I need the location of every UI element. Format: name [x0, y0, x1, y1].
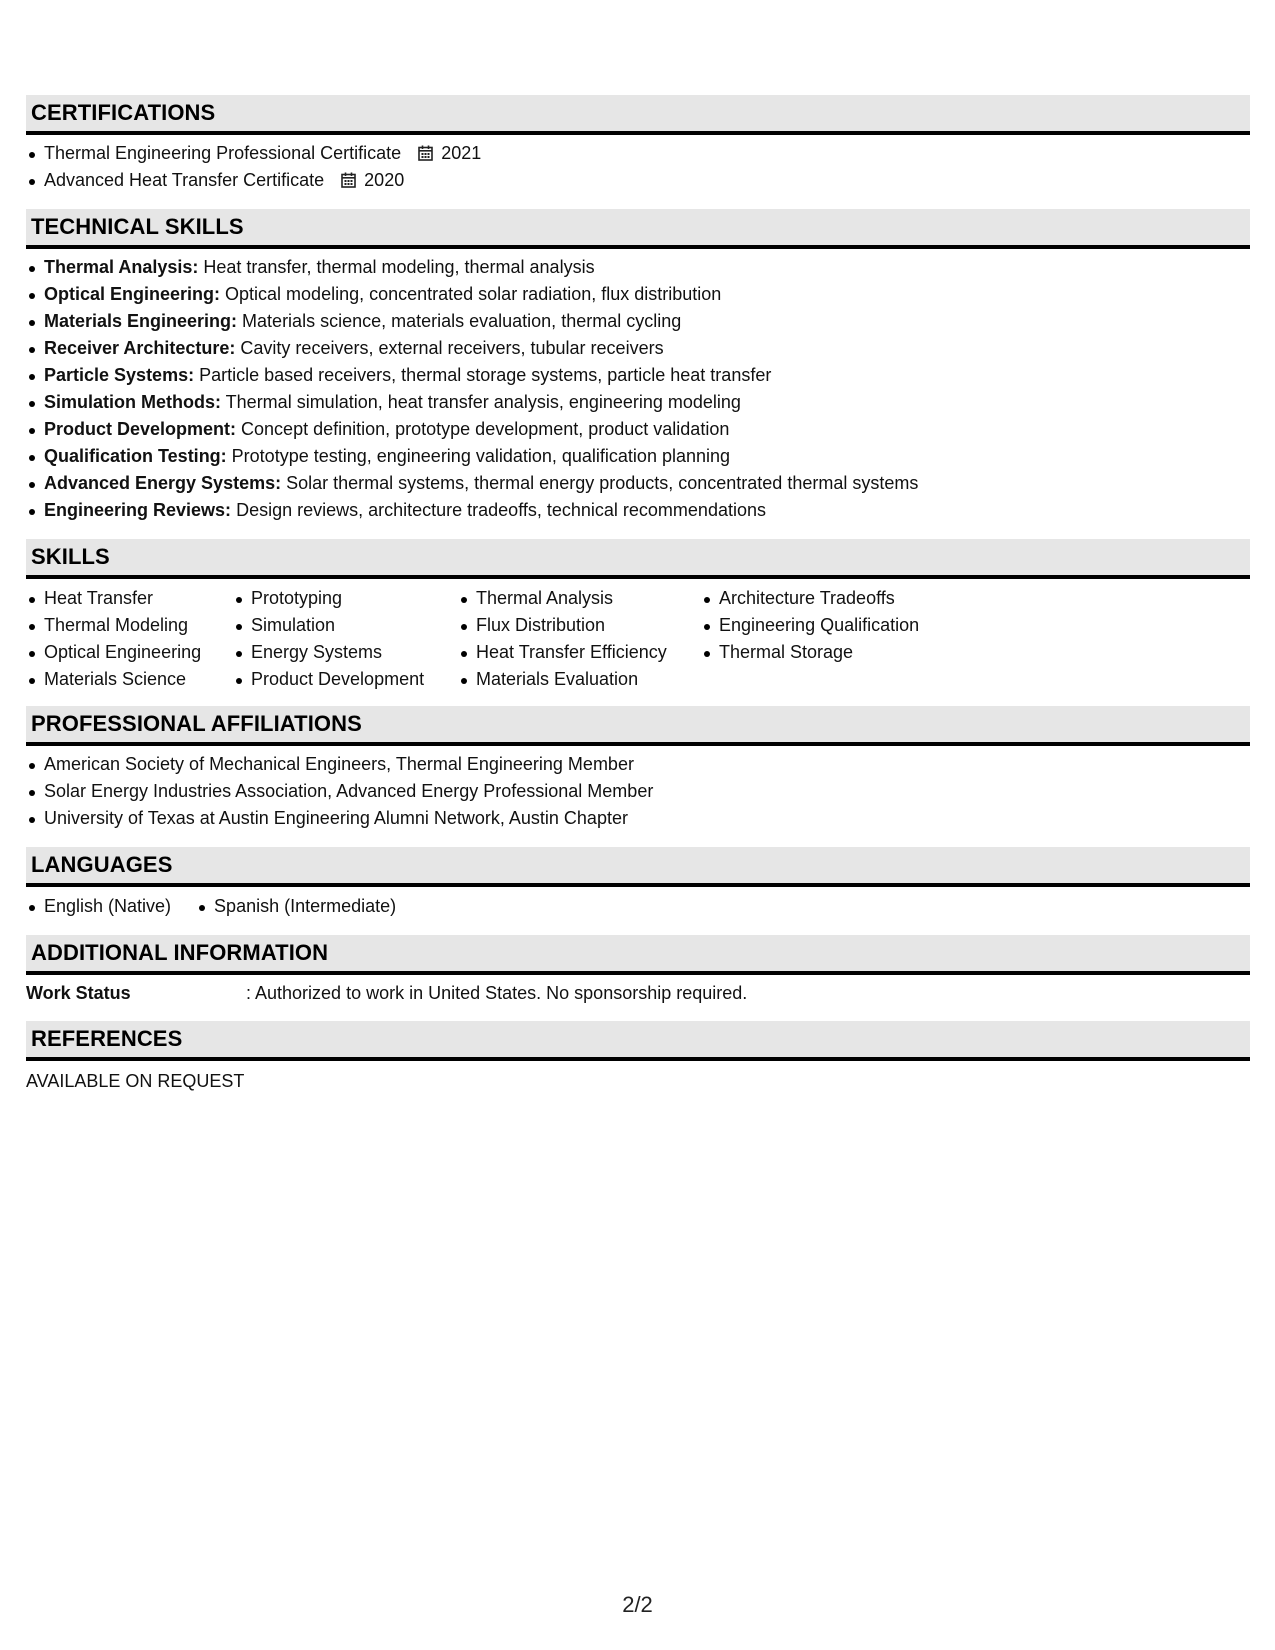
skill-category: Particle Systems: [44, 365, 195, 385]
list-item: Prototyping [233, 585, 458, 612]
skill-details: Thermal simulation, heat transfer analysis, engineering modeling [221, 392, 741, 412]
skill-details: Design reviews, architecture tradeoffs, technical recommendations [231, 500, 766, 520]
list-item: Heat Transfer [26, 585, 233, 612]
list-item: Solar Energy Industries Association, Advanced Energy Professional Member [26, 778, 1250, 805]
list-item [26, 443, 1250, 470]
list-item: Thermal Modeling [26, 612, 233, 639]
work-status-label: Work Status [26, 983, 131, 1003]
list-item [26, 362, 1250, 389]
list-item: Materials Evaluation [458, 666, 701, 693]
calendar-icon [418, 145, 433, 161]
list-item [26, 416, 1250, 443]
certifications-header [26, 95, 1250, 135]
skill-category: Engineering Reviews: [44, 500, 232, 520]
skill-category: Simulation Methods: [44, 392, 221, 412]
skill-details: Concept definition, prototype development, product validation [236, 419, 730, 439]
skill-details: Cavity receivers, external receivers, tubular receivers [235, 338, 664, 358]
skill-category: Materials Engineering: [44, 311, 238, 331]
section-title: ADDITIONAL INFORMATION [31, 940, 329, 965]
section-title: LANGUAGES [31, 852, 173, 877]
skills-columns [26, 579, 1250, 706]
references-text: AVAILABLE ON REQUEST [26, 1071, 245, 1091]
list-item: Flux Distribution [458, 612, 701, 639]
skill-category: Product Development: [44, 419, 237, 439]
list-item: Thermal Storage [701, 639, 961, 666]
list-item: Thermal Analysis [458, 585, 701, 612]
section-title: CERTIFICATIONS [31, 100, 216, 125]
list-item: English (Native) [26, 893, 171, 920]
references-header [26, 1021, 1250, 1061]
skills-section [26, 539, 1250, 706]
certification-name: Thermal Engineering Professional Certificate [44, 143, 402, 163]
list-item [26, 335, 1250, 362]
section-title: REFERENCES [31, 1026, 183, 1051]
list-item [26, 497, 1250, 524]
languages-list [26, 893, 421, 920]
work-status-row [26, 975, 1250, 1021]
skills-column [233, 585, 458, 693]
certification-year: 2021 [441, 143, 482, 163]
skills-column [26, 585, 233, 693]
list-item: Energy Systems [233, 639, 458, 666]
list-item: Engineering Qualification [701, 612, 961, 639]
affiliations-list [26, 751, 1250, 832]
skill-details: Solar thermal systems, thermal energy products, concentrated thermal systems [281, 473, 919, 493]
list-item [26, 308, 1250, 335]
section-title: SKILLS [31, 544, 110, 569]
additional-info-section [26, 935, 1250, 1021]
skill-category: Qualification Testing: [44, 446, 227, 466]
certification-name: Advanced Heat Transfer Certificate [44, 170, 325, 190]
affiliations-section [26, 706, 1250, 847]
list-item: Spanish (Intermediate) [196, 893, 396, 920]
skills-column [458, 585, 701, 693]
list-item: Materials Science [26, 666, 233, 693]
additional-info-header [26, 935, 1250, 975]
section-title: PROFESSIONAL AFFILIATIONS [31, 711, 362, 736]
list-item [26, 470, 1250, 497]
list-item: Heat Transfer Efficiency [458, 639, 701, 666]
list-item: Simulation [233, 612, 458, 639]
skill-details: Particle based receivers, thermal storage systems, particle heat transfer [194, 365, 772, 385]
resume-page [26, 95, 1250, 1095]
list-item: American Society of Mechanical Engineers, Thermal Engineering Member [26, 751, 1250, 778]
list-item [26, 254, 1250, 281]
calendar-icon [341, 172, 356, 188]
languages-section [26, 847, 1250, 935]
technical-skills-header [26, 209, 1250, 249]
list-item [26, 140, 1250, 167]
skills-column [701, 585, 961, 693]
languages-header [26, 847, 1250, 887]
list-item: Product Development [233, 666, 458, 693]
technical-skills-section [26, 209, 1250, 539]
list-item [26, 167, 1250, 194]
skill-details: Prototype testing, engineering validation, qualification planning [226, 446, 731, 466]
skill-details: Heat transfer, thermal modeling, thermal analysis [198, 257, 595, 277]
skill-details: Optical modeling, concentrated solar radiation, flux distribution [220, 284, 722, 304]
skill-details: Materials science, materials evaluation, thermal cycling [237, 311, 682, 331]
skill-category: Receiver Architecture: [44, 338, 236, 358]
skill-category: Optical Engineering: [44, 284, 221, 304]
technical-skills-list [26, 254, 1250, 524]
certification-year: 2020 [364, 170, 405, 190]
section-title: TECHNICAL SKILLS [31, 214, 244, 239]
references-section [26, 1021, 1250, 1095]
skill-category: Thermal Analysis: [44, 257, 199, 277]
certifications-list [26, 140, 1250, 194]
list-item: Architecture Tradeoffs [701, 585, 961, 612]
list-item [26, 389, 1250, 416]
list-item: Optical Engineering [26, 639, 233, 666]
affiliations-header [26, 706, 1250, 746]
list-item: University of Texas at Austin Engineering Alumni Network, Austin Chapter [26, 805, 1250, 832]
skill-category: Advanced Energy Systems: [44, 473, 282, 493]
certifications-section [26, 95, 1250, 209]
list-item [26, 281, 1250, 308]
page-number: 2/2 [622, 1592, 653, 1617]
work-status-value: : Authorized to work in United States. No sponsorship required. [246, 983, 748, 1003]
skills-header [26, 539, 1250, 579]
